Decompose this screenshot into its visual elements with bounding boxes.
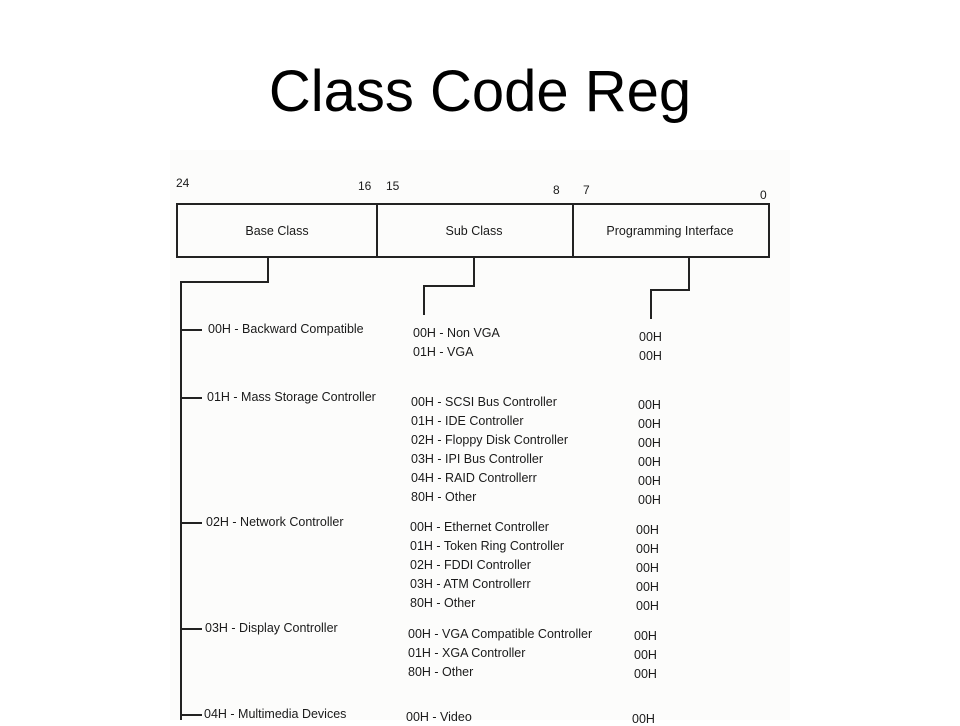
sub-class-entry: 01H - VGA bbox=[413, 345, 474, 359]
prog-interface-entry: 00H bbox=[636, 561, 659, 575]
prog-interface-entry: 00H bbox=[634, 648, 657, 662]
prog-interface-entry: 00H bbox=[638, 493, 661, 507]
base-class-label: Base Class bbox=[245, 223, 309, 238]
sub-class-label: Sub Class bbox=[445, 223, 503, 238]
base-tick bbox=[180, 397, 202, 399]
sub-class-entry: 80H - Other bbox=[408, 665, 474, 679]
prog-interface-entry: 00H bbox=[636, 599, 659, 613]
prog-interface-entry: 00H bbox=[638, 398, 661, 412]
sub-connector-down bbox=[473, 258, 475, 286]
programming-interface-field bbox=[572, 205, 768, 256]
sub-class-entry: 01H - Token Ring Controller bbox=[410, 539, 565, 553]
sub-class-entry: 04H - RAID Controllerr bbox=[411, 471, 537, 485]
base-class-entry: 04H - Multimedia Devices bbox=[204, 707, 347, 721]
register-box bbox=[176, 203, 770, 258]
prog-interface-entry: 00H bbox=[636, 523, 659, 537]
sub-class-entry: 80H - Other bbox=[411, 490, 477, 504]
programming-interface-label: Programming Interface bbox=[606, 223, 734, 238]
bit-15-label: 15 bbox=[386, 179, 400, 193]
prog-interface-entry: 00H bbox=[634, 667, 657, 681]
base-tick bbox=[180, 522, 202, 524]
sub-class-entry: 00H - Non VGA bbox=[413, 326, 500, 340]
sub-class-entry: 00H - Ethernet Controller bbox=[410, 520, 549, 534]
prog-interface-entry: 00H bbox=[634, 629, 657, 643]
sub-connector-drop bbox=[423, 285, 425, 315]
base-class-field bbox=[178, 205, 378, 256]
prog-interface-entry: 00H bbox=[632, 712, 655, 726]
prog-interface-entry: 00H bbox=[636, 580, 659, 594]
bit-8-label: 8 bbox=[553, 183, 560, 197]
sub-class-entry: 00H - SCSI Bus Controller bbox=[411, 395, 557, 409]
sub-class-entry: 03H - ATM Controllerr bbox=[410, 577, 531, 591]
bit-7-label: 7 bbox=[583, 183, 590, 197]
sub-class-entry: 02H - FDDI Controller bbox=[410, 558, 531, 572]
prog-connector-across bbox=[650, 289, 690, 291]
prog-connector-down bbox=[688, 258, 690, 290]
prog-interface-entry: 00H bbox=[638, 436, 661, 450]
sub-connector-across bbox=[423, 285, 475, 287]
base-tick bbox=[180, 329, 202, 331]
prog-interface-entry: 00H bbox=[638, 455, 661, 469]
sub-class-entry: 01H - IDE Controller bbox=[411, 414, 524, 428]
bit-24-label: 24 bbox=[176, 176, 190, 190]
sub-class-entry: 01H - XGA Controller bbox=[408, 646, 526, 660]
prog-interface-entry: 00H bbox=[639, 349, 662, 363]
base-connector-spine bbox=[180, 281, 182, 720]
sub-class-entry: 03H - IPI Bus Controller bbox=[411, 452, 543, 466]
prog-interface-entry: 00H bbox=[639, 330, 662, 344]
prog-interface-entry: 00H bbox=[636, 542, 659, 556]
sub-class-entry: 00H - VGA Compatible Controller bbox=[408, 627, 593, 641]
prog-connector-drop bbox=[650, 289, 652, 319]
prog-interface-entry: 00H bbox=[638, 417, 661, 431]
sub-class-entry: 00H - Video bbox=[406, 710, 472, 724]
base-tick bbox=[180, 628, 202, 630]
base-class-entry: 01H - Mass Storage Controller bbox=[207, 390, 376, 404]
prog-interface-entry: 00H bbox=[638, 474, 661, 488]
slide-title: Class Code Reg bbox=[268, 59, 692, 124]
sub-class-entry: 80H - Other bbox=[410, 596, 476, 610]
base-tick bbox=[180, 714, 202, 716]
base-class-entry: 00H - Backward Compatible bbox=[208, 322, 364, 336]
base-connector-down bbox=[267, 258, 269, 282]
base-class-entry: 03H - Display Controller bbox=[205, 621, 338, 635]
base-connector-across bbox=[180, 281, 269, 283]
bit-0-label: 0 bbox=[760, 188, 767, 202]
base-class-entry: 02H - Network Controller bbox=[206, 515, 344, 529]
sub-class-entry: 02H - Floppy Disk Controller bbox=[411, 433, 568, 447]
bit-16-label: 16 bbox=[358, 179, 372, 193]
sub-class-field bbox=[376, 205, 574, 256]
